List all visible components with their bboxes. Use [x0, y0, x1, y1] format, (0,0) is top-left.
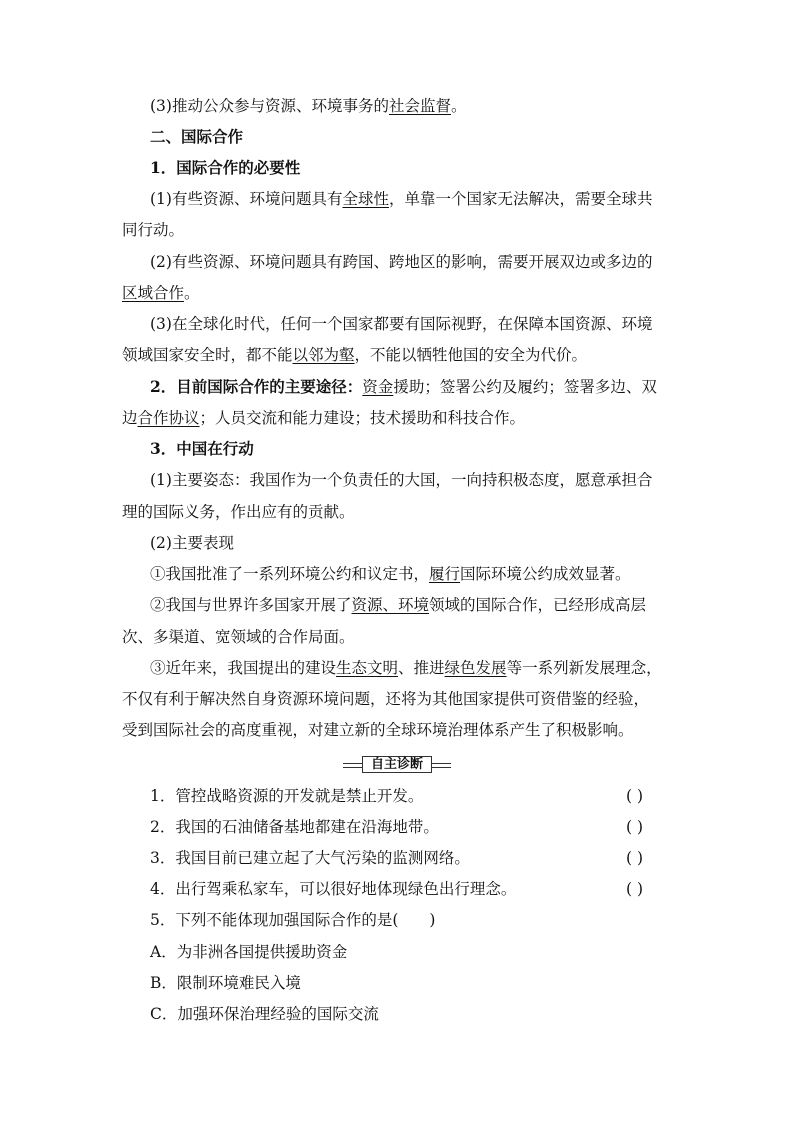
text-line: 受到国际社会的高度重视，对建立新的全球环境治理体系产生了积极影响。 [122, 721, 634, 739]
text-line: (2)主要表现 [150, 534, 234, 552]
underlined-keyword: 以邻为壑 [292, 346, 355, 364]
section-heading: 二、国际合作 [150, 127, 244, 146]
underlined-keyword: 合作协议 [137, 409, 200, 427]
option-a[interactable]: A．为非洲各国提供援助资金 [150, 943, 348, 961]
option-c[interactable]: C．加强环保治理经验的国际交流 [150, 1005, 379, 1023]
text-line: ②我国与世界许多国家开展了资源、环境领域的国际合作，已经形成高层 [150, 596, 647, 614]
text-line: (3)在全球化时代，任何一个国家都要有国际视野，在保障本国资源、环境 [150, 315, 653, 333]
underlined-keyword: 全球性 [342, 190, 389, 208]
option-b[interactable]: B．限制环境难民入境 [150, 974, 301, 992]
underlined-keyword: 生态文明 [336, 659, 399, 677]
answer-blank-2[interactable]: ( ) [626, 818, 644, 836]
underlined-keyword: 资源、环境 [351, 596, 430, 614]
text-line: (1)主要姿态：我国作为一个负责任的大国，一向持积极态度，愿意承担合 [150, 471, 653, 489]
text-line: 领域国家安全时，都不能以邻为壑，不能以牺牲他国的安全为代价。 [122, 346, 588, 364]
question-3: 3．我国目前已建立起了大气污染的监测网络。 [150, 849, 470, 867]
subsection-heading: 3．中国在行动 [150, 439, 254, 458]
text-line: 不仅有利于解决然自身资源环境问题，还将为其他国家提供可资借鉴的经验， [122, 690, 650, 708]
subsection-heading: 1．国际合作的必要性 [150, 158, 301, 177]
underlined-keyword: 绿色发展 [444, 659, 507, 677]
answer-blank-3[interactable]: ( ) [626, 849, 644, 867]
text-line: 理的国际义务，作出应有的贡献。 [122, 503, 355, 521]
underlined-keyword: 社会监督 [388, 97, 451, 115]
question-4: 4．出行驾乘私家车，可以很好地体现绿色出行理念。 [150, 880, 517, 898]
text-line: 2．目前国际合作的主要途径：资金援助；签署公约及履约；签署多边、双 [150, 377, 657, 396]
underlined-keyword: 资金 [362, 378, 394, 396]
text-line: (1)有些资源、环境问题具有全球性，单靠一个国家无法解决，需要全球共 [150, 190, 653, 208]
text-line: (2)有些资源、环境问题具有跨国、跨地区的影响，需要开展双边或多边的 [150, 253, 653, 271]
text-line: ①我国批准了一系列环境公约和议定书，履行国际环境公约成效显著。 [150, 565, 631, 583]
text-line: (3)推动公众参与资源、环境事务的社会监督。 [150, 97, 467, 115]
text-line: 区域合作。 [122, 284, 200, 302]
question-1: 1．管控战略资源的开发就是禁止开发。 [150, 787, 424, 805]
self-diagnosis-banner [343, 756, 451, 772]
text-line: 边合作协议；人员交流和能力建设；技术援助和科技合作。 [122, 409, 526, 427]
question-5: 5．下列不能体现加强国际合作的是( ) [150, 911, 436, 929]
answer-blank-1[interactable]: ( ) [626, 787, 644, 805]
text-line: 同行动。 [122, 221, 185, 239]
underlined-keyword: 区域合作 [122, 284, 185, 302]
underlined-keyword: 履行 [429, 565, 461, 583]
text-line: ③近年来，我国提出的建设生态文明、推进绿色发展等一系列新发展理念， [150, 659, 662, 677]
text-line: 次、多渠道、宽领域的合作局面。 [122, 628, 355, 646]
answer-blank-4[interactable]: ( ) [626, 880, 644, 898]
question-2: 2．我国的石油储备基地都建在沿海地带。 [150, 818, 439, 836]
banner-title: 自主诊断 [362, 756, 432, 773]
